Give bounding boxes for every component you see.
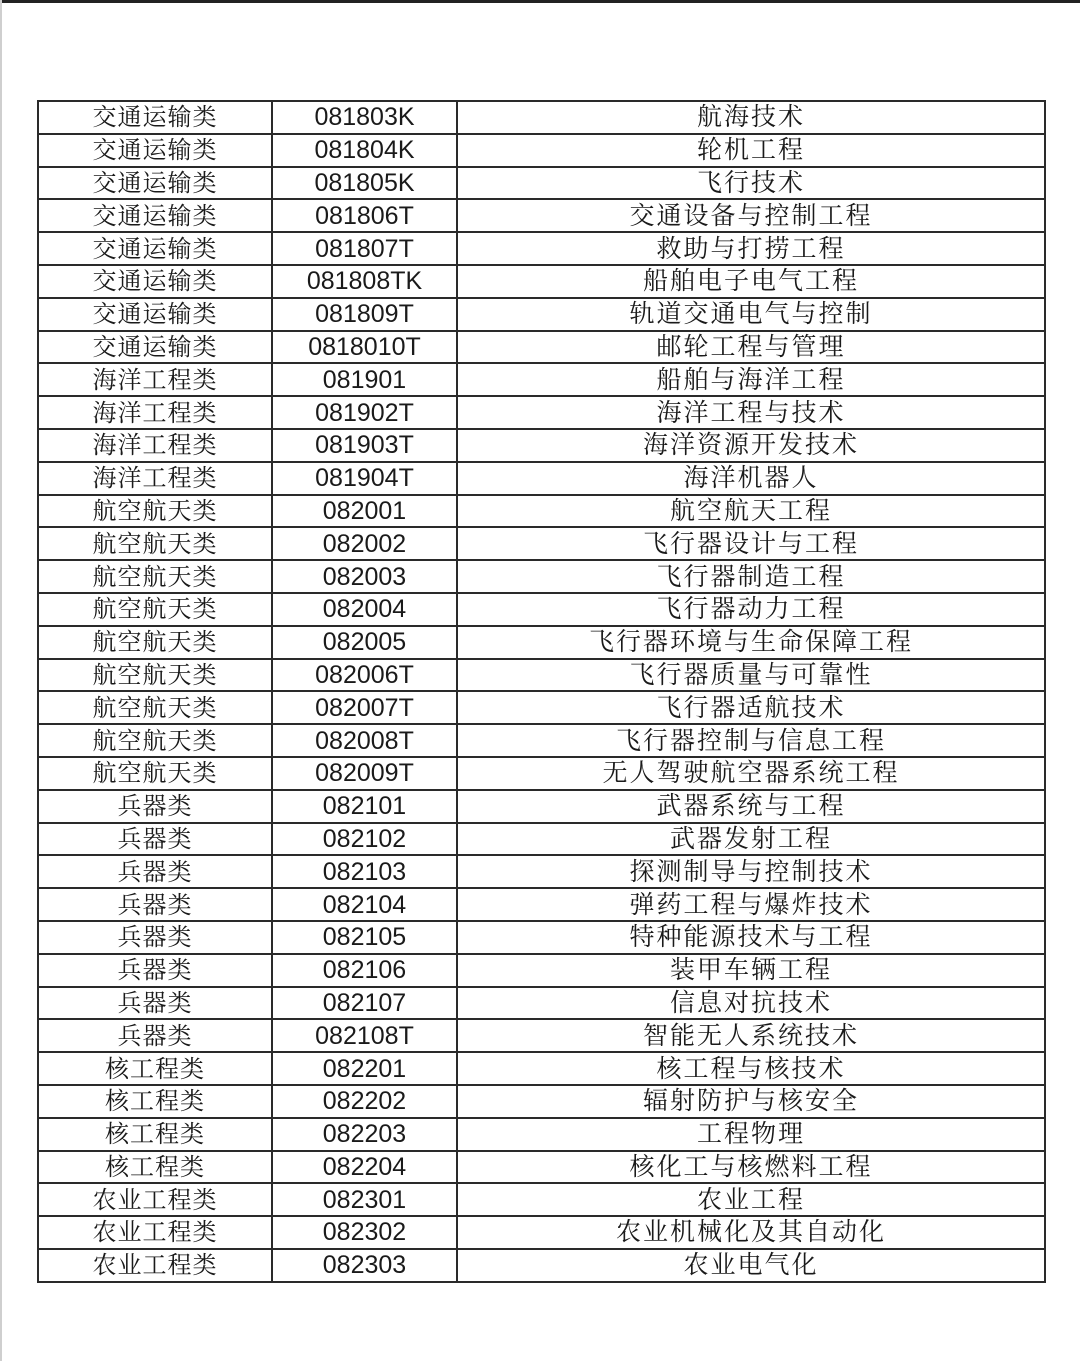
- category-cell: 航空航天类: [38, 757, 272, 790]
- category-cell: 交通运输类: [38, 101, 272, 134]
- major-code-cell: 082108T: [272, 1019, 457, 1052]
- category-cell: 海洋工程类: [38, 363, 272, 396]
- category-cell: 兵器类: [38, 921, 272, 954]
- major-code-cell: 082303: [272, 1249, 457, 1282]
- category-cell: 航空航天类: [38, 560, 272, 593]
- major-name-cell: 核工程与核技术: [457, 1052, 1045, 1085]
- major-name-cell: 飞行器控制与信息工程: [457, 724, 1045, 757]
- table-row: [38, 331, 1045, 364]
- table-row: [38, 1052, 1045, 1085]
- category-cell: 海洋工程类: [38, 429, 272, 462]
- major-code-cell: 082004: [272, 593, 457, 626]
- table-row: [38, 167, 1045, 200]
- table-row: [38, 495, 1045, 528]
- major-name-cell: 船舶与海洋工程: [457, 363, 1045, 396]
- table-row: [38, 1019, 1045, 1052]
- major-name-cell: 无人驾驶航空器系统工程: [457, 757, 1045, 790]
- category-cell: 兵器类: [38, 888, 272, 921]
- major-code-cell: 081903T: [272, 429, 457, 462]
- table-row: [38, 396, 1045, 429]
- major-code-cell: 082101: [272, 790, 457, 823]
- table-row: [38, 757, 1045, 790]
- table-row: [38, 1249, 1045, 1282]
- table-row: [38, 232, 1045, 265]
- category-cell: 兵器类: [38, 987, 272, 1020]
- major-name-cell: 农业电气化: [457, 1249, 1045, 1282]
- major-code-cell: 081805K: [272, 167, 457, 200]
- major-name-cell: 武器系统与工程: [457, 790, 1045, 823]
- major-code-cell: 082002: [272, 527, 457, 560]
- table-row: [38, 429, 1045, 462]
- major-name-cell: 船舶电子电气工程: [457, 265, 1045, 298]
- major-catalog-table: [37, 100, 1046, 1283]
- category-cell: 兵器类: [38, 855, 272, 888]
- major-code-cell: 082203: [272, 1118, 457, 1151]
- major-code-cell: 082102: [272, 823, 457, 856]
- major-code-cell: 082001: [272, 495, 457, 528]
- table-row: [38, 527, 1045, 560]
- major-code-cell: 082105: [272, 921, 457, 954]
- category-cell: 航空航天类: [38, 495, 272, 528]
- major-name-cell: 辐射防护与核安全: [457, 1085, 1045, 1118]
- major-name-cell: 海洋资源开发技术: [457, 429, 1045, 462]
- major-code-cell: 082008T: [272, 724, 457, 757]
- table-body: [38, 101, 1045, 1282]
- major-code-cell: 081804K: [272, 134, 457, 167]
- table-row: [38, 921, 1045, 954]
- major-code-cell: 082007T: [272, 691, 457, 724]
- major-name-cell: 轨道交通电气与控制: [457, 298, 1045, 331]
- category-cell: 交通运输类: [38, 167, 272, 200]
- major-name-cell: 飞行技术: [457, 167, 1045, 200]
- major-name-cell: 农业工程: [457, 1183, 1045, 1216]
- major-name-cell: 邮轮工程与管理: [457, 331, 1045, 364]
- major-code-cell: 082005: [272, 626, 457, 659]
- table-row: [38, 626, 1045, 659]
- major-catalog-table-wrapper: [37, 100, 1044, 1283]
- major-name-cell: 飞行器质量与可靠性: [457, 659, 1045, 692]
- major-name-cell: 飞行器适航技术: [457, 691, 1045, 724]
- category-cell: 兵器类: [38, 823, 272, 856]
- category-cell: 海洋工程类: [38, 462, 272, 495]
- table-row: [38, 855, 1045, 888]
- category-cell: 航空航天类: [38, 626, 272, 659]
- major-code-cell: 082006T: [272, 659, 457, 692]
- table-row: [38, 101, 1045, 134]
- category-cell: 核工程类: [38, 1052, 272, 1085]
- major-code-cell: 0818010T: [272, 331, 457, 364]
- category-cell: 航空航天类: [38, 724, 272, 757]
- major-code-cell: 082009T: [272, 757, 457, 790]
- major-name-cell: 轮机工程: [457, 134, 1045, 167]
- category-cell: 海洋工程类: [38, 396, 272, 429]
- major-name-cell: 航空航天工程: [457, 495, 1045, 528]
- major-name-cell: 交通设备与控制工程: [457, 199, 1045, 232]
- major-name-cell: 探测制导与控制技术: [457, 855, 1045, 888]
- table-row: [38, 987, 1045, 1020]
- major-code-cell: 082106: [272, 954, 457, 987]
- category-cell: 兵器类: [38, 790, 272, 823]
- major-name-cell: 飞行器制造工程: [457, 560, 1045, 593]
- major-name-cell: 海洋工程与技术: [457, 396, 1045, 429]
- table-row: [38, 462, 1045, 495]
- table-row: [38, 888, 1045, 921]
- major-code-cell: 082301: [272, 1183, 457, 1216]
- table-row: [38, 593, 1045, 626]
- table-row: [38, 265, 1045, 298]
- major-code-cell: 082204: [272, 1151, 457, 1184]
- major-code-cell: 082302: [272, 1216, 457, 1249]
- major-code-cell: 082202: [272, 1085, 457, 1118]
- category-cell: 交通运输类: [38, 265, 272, 298]
- table-row: [38, 823, 1045, 856]
- major-name-cell: 救助与打捞工程: [457, 232, 1045, 265]
- major-name-cell: 航海技术: [457, 101, 1045, 134]
- category-cell: 航空航天类: [38, 659, 272, 692]
- major-code-cell: 082201: [272, 1052, 457, 1085]
- major-name-cell: 飞行器环境与生命保障工程: [457, 626, 1045, 659]
- major-name-cell: 海洋机器人: [457, 462, 1045, 495]
- category-cell: 交通运输类: [38, 134, 272, 167]
- category-cell: 航空航天类: [38, 691, 272, 724]
- major-code-cell: 082003: [272, 560, 457, 593]
- major-code-cell: 081901: [272, 363, 457, 396]
- table-row: [38, 724, 1045, 757]
- table-row: [38, 1183, 1045, 1216]
- major-code-cell: 081807T: [272, 232, 457, 265]
- major-name-cell: 装甲车辆工程: [457, 954, 1045, 987]
- category-cell: 核工程类: [38, 1085, 272, 1118]
- category-cell: 兵器类: [38, 954, 272, 987]
- table-row: [38, 199, 1045, 232]
- table-row: [38, 1151, 1045, 1184]
- major-code-cell: 081806T: [272, 199, 457, 232]
- category-cell: 农业工程类: [38, 1183, 272, 1216]
- major-name-cell: 农业机械化及其自动化: [457, 1216, 1045, 1249]
- table-row: [38, 1118, 1045, 1151]
- major-code-cell: 081902T: [272, 396, 457, 429]
- major-code-cell: 081808TK: [272, 265, 457, 298]
- major-name-cell: 飞行器设计与工程: [457, 527, 1045, 560]
- category-cell: 兵器类: [38, 1019, 272, 1052]
- category-cell: 航空航天类: [38, 593, 272, 626]
- table-row: [38, 691, 1045, 724]
- category-cell: 交通运输类: [38, 331, 272, 364]
- major-code-cell: 082104: [272, 888, 457, 921]
- category-cell: 航空航天类: [38, 527, 272, 560]
- table-row: [38, 659, 1045, 692]
- table-row: [38, 1085, 1045, 1118]
- table-row: [38, 1216, 1045, 1249]
- category-cell: 农业工程类: [38, 1249, 272, 1282]
- major-name-cell: 特种能源技术与工程: [457, 921, 1045, 954]
- table-row: [38, 298, 1045, 331]
- left-border-line: [0, 0, 2, 1361]
- major-name-cell: 武器发射工程: [457, 823, 1045, 856]
- major-code-cell: 081809T: [272, 298, 457, 331]
- category-cell: 交通运输类: [38, 232, 272, 265]
- category-cell: 农业工程类: [38, 1216, 272, 1249]
- category-cell: 交通运输类: [38, 298, 272, 331]
- category-cell: 核工程类: [38, 1151, 272, 1184]
- major-name-cell: 核化工与核燃料工程: [457, 1151, 1045, 1184]
- category-cell: 核工程类: [38, 1118, 272, 1151]
- major-code-cell: 082107: [272, 987, 457, 1020]
- table-row: [38, 560, 1045, 593]
- major-code-cell: 081803K: [272, 101, 457, 134]
- major-code-cell: 081904T: [272, 462, 457, 495]
- major-code-cell: 082103: [272, 855, 457, 888]
- major-name-cell: 弹药工程与爆炸技术: [457, 888, 1045, 921]
- major-name-cell: 智能无人系统技术: [457, 1019, 1045, 1052]
- table-row: [38, 363, 1045, 396]
- table-row: [38, 134, 1045, 167]
- major-name-cell: 工程物理: [457, 1118, 1045, 1151]
- table-row: [38, 790, 1045, 823]
- top-border-line: [0, 0, 1080, 3]
- category-cell: 交通运输类: [38, 199, 272, 232]
- major-name-cell: 信息对抗技术: [457, 987, 1045, 1020]
- table-row: [38, 954, 1045, 987]
- major-name-cell: 飞行器动力工程: [457, 593, 1045, 626]
